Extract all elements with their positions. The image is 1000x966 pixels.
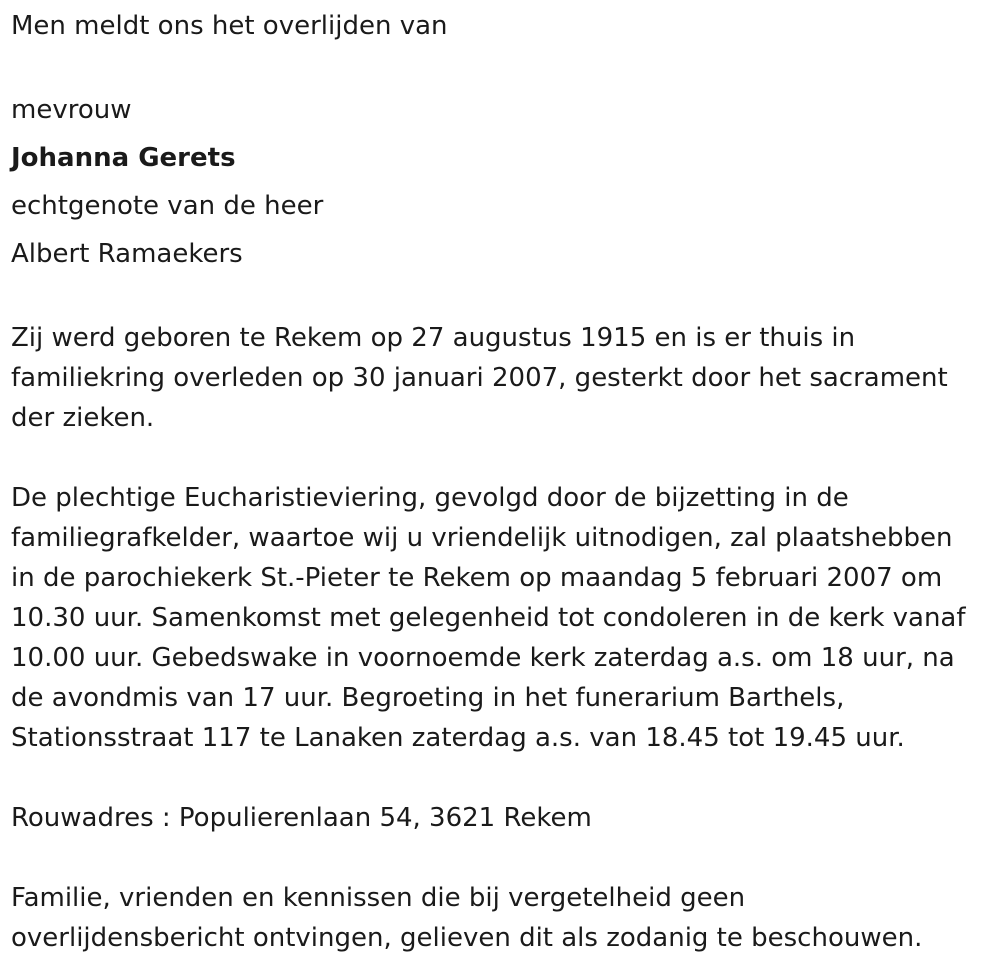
spouse-name: Albert Ramaekers xyxy=(11,239,243,269)
paragraph-line: 10.30 uur. Samenkomst met gelegenheid tot condoleren in de kerk vanaf xyxy=(11,603,966,633)
spacer xyxy=(11,278,1000,318)
paragraph-line: Familie, vrienden en kennissen die bij vergetelheid geen xyxy=(11,883,746,913)
paragraph-line: overlijdensbericht ontvingen, gelieven dit als zodanig te beschouwen. xyxy=(11,923,923,953)
paragraph-line: 10.00 uur. Gebedswake in voornoemde kerk zaterdag a.s. om 18 uur, na xyxy=(11,643,955,673)
honorific: mevrouw xyxy=(11,95,132,125)
spacer xyxy=(11,438,1000,478)
paragraph-line: familiegrafkelder, waartoe wij u vriendelijk uitnodigen, zal plaatshebben xyxy=(11,523,953,553)
paragraph-line: Stationsstraat 117 te Lanaken zaterdag a.s. van 18.45 tot 19.45 uur. xyxy=(11,723,905,753)
relation-text: echtgenote van de heer xyxy=(11,191,324,221)
paragraph-line: Zij werd geboren te Rekem op 27 augustus 1915 en is er thuis in xyxy=(11,323,856,353)
mourning-address: Rouwadres : Populierenlaan 54, 3621 Rekem xyxy=(11,803,592,833)
paragraph-line: De plechtige Eucharistieviering, gevolgd door de bijzetting in de xyxy=(11,483,849,513)
paragraph-line: der zieken. xyxy=(11,403,155,433)
paragraph-line: familiekring overleden op 30 januari 2007, gesterkt door het sacrament xyxy=(11,363,948,393)
paragraph-line: de avondmis van 17 uur. Begroeting in het funerarium Barthels, xyxy=(11,683,845,713)
deceased-name: Johanna Gerets xyxy=(11,143,236,173)
intro-text: Men meldt ons het overlijden van xyxy=(11,11,448,41)
spacer xyxy=(11,46,1000,86)
paragraph-line: in de parochiekerk St.-Pieter te Rekem op maandag 5 februari 2007 om xyxy=(11,563,943,593)
ceremony-paragraph xyxy=(11,478,1000,758)
spacer xyxy=(11,758,1000,798)
birth-death-paragraph xyxy=(11,318,1000,438)
closing-paragraph xyxy=(11,878,1000,958)
spacer xyxy=(11,838,1000,878)
